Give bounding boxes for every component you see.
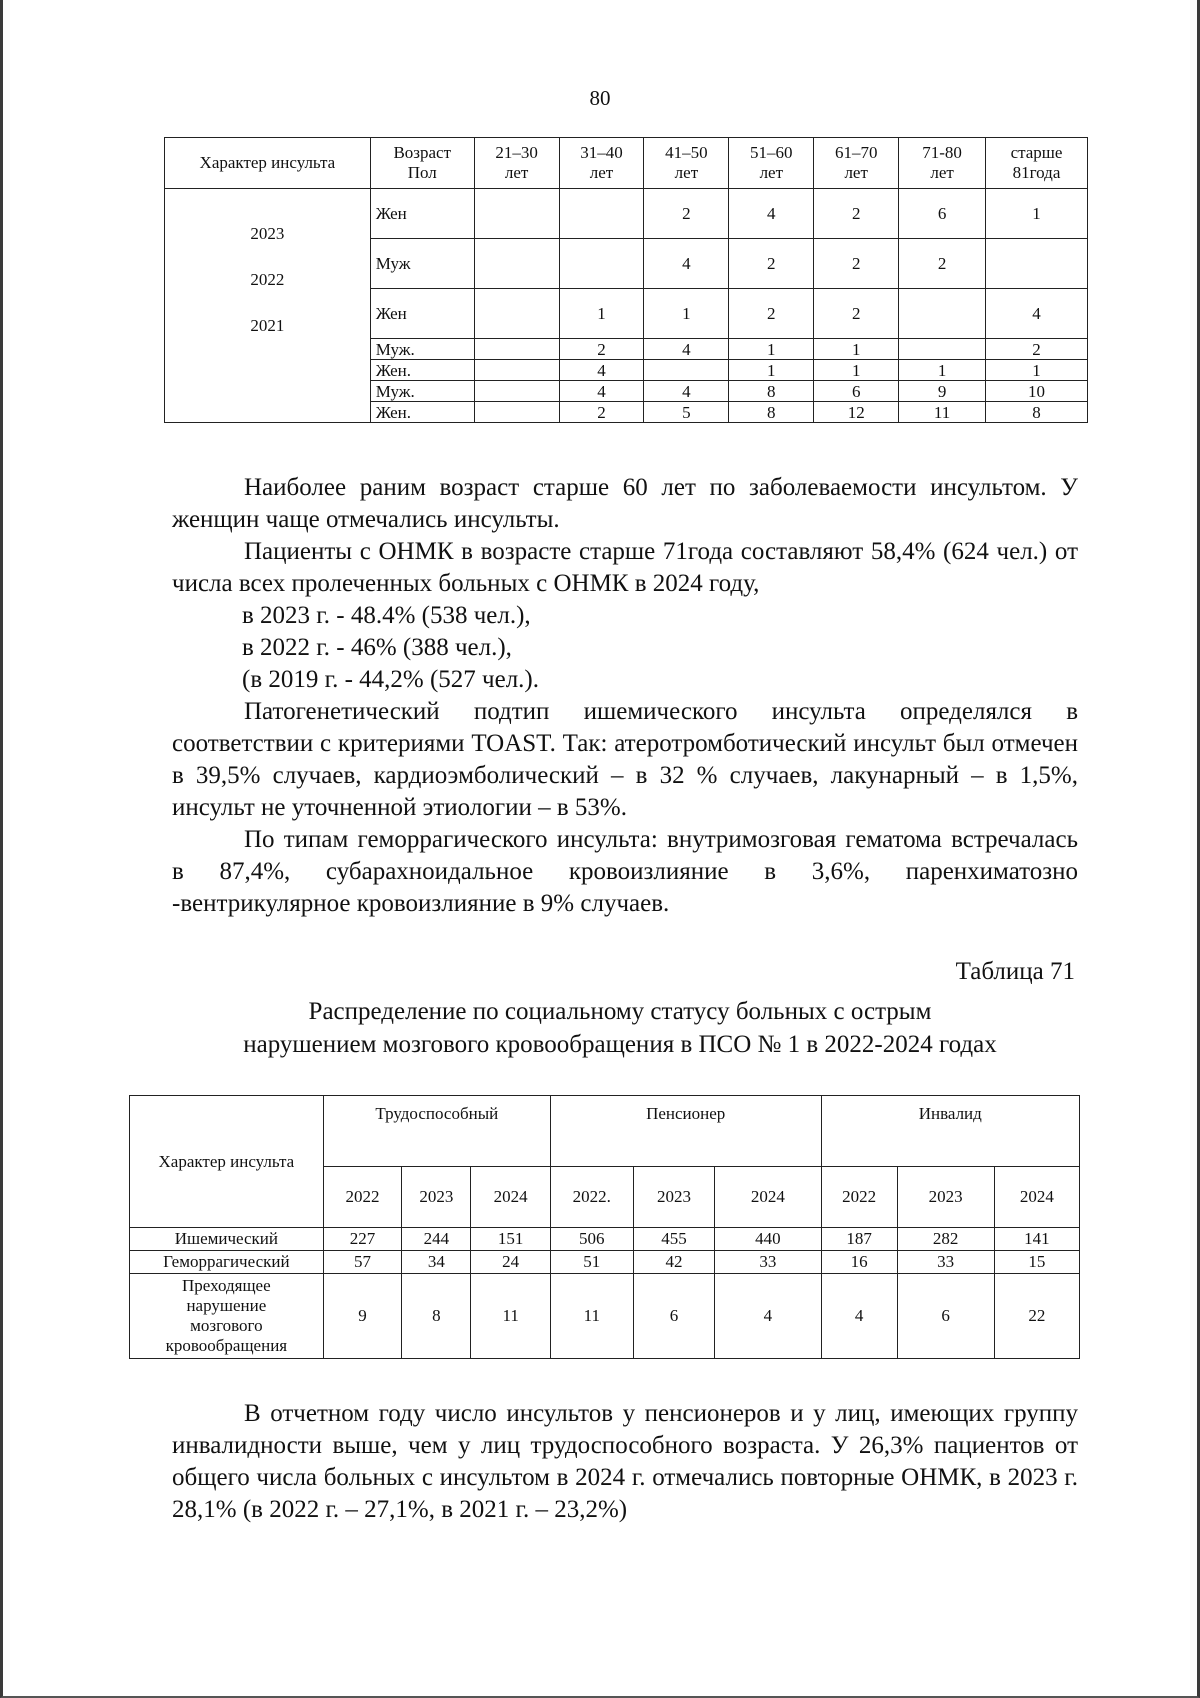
table-cell: 2 <box>814 189 899 239</box>
table-cell <box>474 189 559 239</box>
table-cell: 11 <box>550 1274 633 1359</box>
table-cell: 4 <box>729 189 814 239</box>
column-header-age-group: 31–40 лет <box>559 138 644 189</box>
group-header: Инвалид <box>821 1096 1079 1167</box>
column-header-age-group: 51–60 лет <box>729 138 814 189</box>
table-cell: 51 <box>550 1251 633 1274</box>
table-cell: 11 <box>471 1274 550 1359</box>
table-cell: 2 <box>729 239 814 289</box>
table-cell: 455 <box>633 1228 715 1251</box>
table-title <box>140 995 1100 1061</box>
table-cell <box>899 339 986 360</box>
table-header-row <box>165 138 1088 189</box>
paragraph: Патогенетический подтип ишемического инсульта определялся в соответствии с критериями TOAST. Так: атеротромботический инсульт был отмечен в 39,5% случаев, кардиоэмболический – в 32 % случаев, лакунарный – в 1,5%, инсульт не уточненной этиологии – в 53%. <box>172 698 1078 821</box>
table-row <box>130 1228 1080 1251</box>
year-header: 2022. <box>550 1167 633 1228</box>
table-cell: 2 <box>729 289 814 339</box>
table-caption: Таблица 71 <box>955 958 1075 985</box>
table-cell: 6 <box>899 189 986 239</box>
sex-cell: Жен. <box>370 360 474 381</box>
age-sex-table <box>164 137 1088 423</box>
column-header-age-group: 41–50 лет <box>644 138 729 189</box>
table-cell: 15 <box>994 1251 1079 1274</box>
table-cell: 2 <box>899 239 986 289</box>
sex-cell: Жен. <box>370 402 474 423</box>
year-header: 2023 <box>897 1167 994 1228</box>
sex-cell: Жен <box>370 289 474 339</box>
table-cell: 187 <box>821 1228 897 1251</box>
table-cell <box>474 402 559 423</box>
table-cell: 42 <box>633 1251 715 1274</box>
table-cell: 440 <box>715 1228 821 1251</box>
year-header: 2024 <box>715 1167 821 1228</box>
paragraph: в 2023 г. - 48.4% (538 чел.), <box>242 602 531 629</box>
table-cell: 1 <box>729 360 814 381</box>
table-cell: 2 <box>986 339 1088 360</box>
paragraph: Наиболее раним возраст старше 60 лет по заболеваемости инсультом. У женщин чаще отмечались инсульты. <box>172 474 1078 533</box>
table-row <box>130 1251 1080 1274</box>
paragraph: По типам геморрагического инсульта: внутримозговая гематома встречалась в 87,4%, субарахноидальное кровоизлияние в 3,6%, паренхиматозно -вентрикулярное кровоизлияние в 9% случаев. <box>172 826 1078 917</box>
table-cell: 6 <box>814 381 899 402</box>
table-cell: 1 <box>986 360 1088 381</box>
sex-label: Пол <box>407 163 437 182</box>
group-header: Пенсионер <box>550 1096 821 1167</box>
table-title-line: нарушением мозгового кровообращения в ПСО № 1 в 2022-2024 годах <box>243 1031 997 1058</box>
table-cell: 6 <box>633 1274 715 1359</box>
row-label: Геморрагический <box>130 1251 324 1274</box>
table-cell: 16 <box>821 1251 897 1274</box>
table-cell: 4 <box>715 1274 821 1359</box>
table-cell <box>559 189 644 239</box>
year-label: 2023 <box>250 224 285 243</box>
page-number: 80 <box>589 86 611 110</box>
table-cell: 282 <box>897 1228 994 1251</box>
table-cell: 11 <box>899 402 986 423</box>
paragraph: Пациенты с ОНМК в возрасте старше 71года составляют 58,4% (624 чел.) от числа всех пролеченных больных с ОНМК в 2024 году, <box>172 538 1078 597</box>
table-cell: 4 <box>644 381 729 402</box>
table-cell <box>986 239 1088 289</box>
sex-cell: Муж. <box>370 381 474 402</box>
table-cell: 1 <box>644 289 729 339</box>
row-label: Ишемический <box>130 1228 324 1251</box>
paragraph: (в 2019 г. - 44,2% (527 чел.). <box>242 666 540 693</box>
year-header: 2023 <box>633 1167 715 1228</box>
table-title-line: Распределение по социальному статусу больных с острым <box>308 998 932 1025</box>
table-cell <box>474 339 559 360</box>
table-cell <box>474 239 559 289</box>
table-cell: 4 <box>986 289 1088 339</box>
table-cell: 1 <box>729 339 814 360</box>
sex-cell: Жен <box>370 189 474 239</box>
table-cell: 2 <box>644 189 729 239</box>
table-cell: 2 <box>814 239 899 289</box>
table-cell: 5 <box>644 402 729 423</box>
table-cell: 4 <box>644 339 729 360</box>
year-header: 2022 <box>323 1167 402 1228</box>
table-cell: 2 <box>559 402 644 423</box>
table-cell: 24 <box>471 1251 550 1274</box>
body-text-block-2 <box>172 1398 1078 1526</box>
table-cell: 57 <box>323 1251 402 1274</box>
table-cell: 1 <box>899 360 986 381</box>
table-cell <box>474 381 559 402</box>
table-cell <box>559 239 644 289</box>
table-cell: 12 <box>814 402 899 423</box>
paragraph: в 2022 г. - 46% (388 чел.), <box>242 634 512 661</box>
table-cell: 141 <box>994 1228 1079 1251</box>
table-cell: 33 <box>897 1251 994 1274</box>
years-cell <box>165 189 371 423</box>
table-cell: 4 <box>559 381 644 402</box>
table-cell: 506 <box>550 1228 633 1251</box>
column-header-age-group: 21–30 лет <box>474 138 559 189</box>
table-cell <box>899 289 986 339</box>
paragraph: В отчетном году число инсультов у пенсионеров и у лиц, имеющих группу инвалидности выше, чем у лиц трудоспособного возраста. У 26,3% пациентов от общего числа больных с инсультом в 2024 г. отмечались повторные ОНМК, в 2023 г. 28,1% (в 2022 г. – 27,1%, в 2021 г. – 23,2%) <box>172 1400 1078 1523</box>
table-row <box>165 189 1088 239</box>
table-cell: 8 <box>402 1274 471 1359</box>
social-status-table <box>129 1095 1080 1359</box>
table-cell <box>474 360 559 381</box>
table-cell: 8 <box>729 402 814 423</box>
table-cell: 10 <box>986 381 1088 402</box>
column-header-age-sex <box>370 138 474 189</box>
table-cell: 9 <box>323 1274 402 1359</box>
table-cell: 22 <box>994 1274 1079 1359</box>
group-header: Трудоспособный <box>323 1096 550 1167</box>
column-header-type: Характер инсульта <box>130 1096 324 1228</box>
table-cell: 34 <box>402 1251 471 1274</box>
year-header: 2023 <box>402 1167 471 1228</box>
year-label: 2022 <box>250 270 285 289</box>
table-cell: 2 <box>814 289 899 339</box>
table-cell: 33 <box>715 1251 821 1274</box>
year-header: 2024 <box>471 1167 550 1228</box>
table-cell: 8 <box>986 402 1088 423</box>
table-cell: 8 <box>729 381 814 402</box>
table-cell: 244 <box>402 1228 471 1251</box>
column-header-age-group: 61–70 лет <box>814 138 899 189</box>
column-header-age-group: 71-80 лет <box>899 138 986 189</box>
table-cell: 4 <box>821 1274 897 1359</box>
table-cell: 1 <box>814 360 899 381</box>
table-cell: 9 <box>899 381 986 402</box>
year-header: 2024 <box>994 1167 1079 1228</box>
age-label: Возраст <box>393 143 452 162</box>
sex-cell: Муж <box>370 239 474 289</box>
column-header-age-group: старше 81года <box>986 138 1088 189</box>
table-cell: 1 <box>814 339 899 360</box>
body-text-block-1 <box>172 472 1078 920</box>
table-cell: 6 <box>897 1274 994 1359</box>
table-cell: 151 <box>471 1228 550 1251</box>
sex-cell: Муж. <box>370 339 474 360</box>
table-cell: 227 <box>323 1228 402 1251</box>
table-cell: 1 <box>559 289 644 339</box>
table-cell <box>474 289 559 339</box>
row-label: Преходящее нарушение мозгового кровообращения <box>130 1274 324 1359</box>
table-row <box>130 1274 1080 1359</box>
table-cell: 1 <box>986 189 1088 239</box>
table-cell: 2 <box>559 339 644 360</box>
year-label: 2021 <box>250 316 285 335</box>
table-header-row <box>130 1096 1080 1167</box>
table-cell: 4 <box>559 360 644 381</box>
column-header-type: Характер инсульта <box>165 138 371 189</box>
table-cell: 4 <box>644 239 729 289</box>
table-cell <box>644 360 729 381</box>
year-header: 2022 <box>821 1167 897 1228</box>
